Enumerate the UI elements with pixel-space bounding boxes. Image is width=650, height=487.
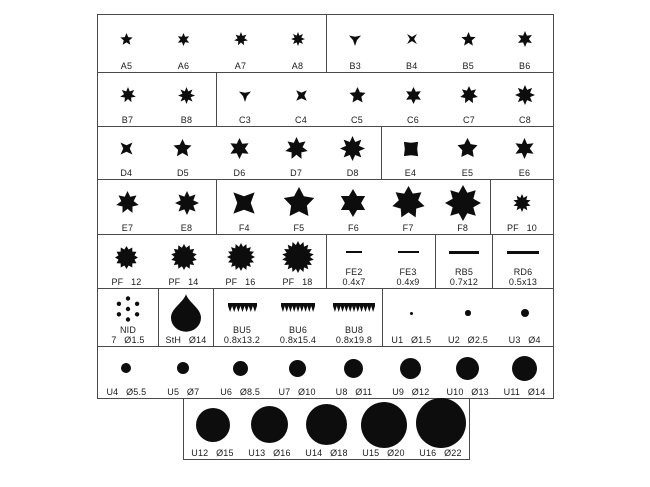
punch-item-c5	[329, 73, 385, 126]
circle-icon	[440, 291, 497, 335]
punch-label: A5	[120, 61, 133, 71]
circle-icon	[326, 349, 383, 387]
punch-label: B6	[519, 61, 531, 71]
punch-item-f8	[435, 180, 490, 234]
punch-item-b8	[157, 73, 216, 126]
punch-item-b6	[497, 15, 554, 72]
punch-label: C4	[295, 115, 307, 125]
punch-label: U14 Ø18	[305, 448, 348, 458]
punch-sub-label: 0.8x19.8	[335, 335, 373, 345]
punch-label: RD6	[513, 267, 533, 277]
punch-label: E7	[121, 223, 134, 233]
punch-label: E4	[404, 168, 417, 178]
punch-label: U2 Ø2.5	[448, 335, 488, 345]
star-icon	[491, 182, 553, 223]
punch-item-bu8	[326, 289, 382, 346]
punch-item-pf	[269, 235, 326, 288]
star-icon	[98, 75, 157, 115]
punch-item-b3	[327, 15, 384, 72]
punch-item-d7	[268, 127, 325, 179]
star-icon	[211, 129, 268, 168]
punch-sub-label: 7 Ø1.5	[111, 335, 145, 345]
punch-item-u16	[412, 399, 469, 459]
star-icon	[98, 129, 155, 168]
star-icon	[439, 129, 496, 168]
cell-r6-c2	[158, 289, 213, 346]
punch-label: U1 Ø1.5	[391, 335, 432, 345]
punch-label: PF 12	[111, 277, 142, 287]
punch-item-rd6	[493, 235, 553, 288]
cell-r5-c4	[492, 235, 553, 288]
punch-label: BU8	[344, 325, 364, 335]
punch-label: FE2	[345, 267, 363, 277]
punch-item-u10	[439, 347, 496, 398]
punch-label: U16 Ø22	[419, 448, 462, 458]
star-icon	[382, 129, 439, 168]
punch-item-d6	[211, 127, 268, 179]
cell-r5-c2	[326, 235, 435, 288]
punch-item-b5	[440, 15, 497, 72]
punch-label: F6	[348, 223, 359, 233]
row-6	[97, 288, 554, 347]
punch-label: PF 10	[506, 223, 537, 233]
cell-r5-c1	[98, 235, 326, 288]
punch-item-f7	[381, 180, 436, 234]
punch-item-pf	[98, 235, 155, 288]
punch-label: F5	[293, 223, 305, 233]
punch-label: U5 Ø7	[167, 387, 200, 397]
comb-icon	[326, 291, 382, 325]
cell-r5-c3	[435, 235, 492, 288]
punch-item-pf	[212, 235, 269, 288]
star-icon	[212, 237, 269, 277]
circle-icon	[496, 349, 553, 387]
star-icon	[384, 17, 441, 61]
cell-r6-c1	[98, 289, 158, 346]
cell-r4-c2	[216, 180, 490, 234]
cell-r4-c1	[98, 180, 216, 234]
punch-label: U12 Ø15	[191, 448, 234, 458]
punch-item-u2	[440, 289, 497, 346]
cell-r3-c1	[98, 127, 381, 179]
punch-item-c3	[217, 73, 273, 126]
punch-item-u3	[496, 289, 553, 346]
punch-item-u8	[326, 347, 383, 398]
circle-icon	[298, 401, 355, 448]
punch-label: FE3	[399, 267, 417, 277]
punch-item-a8	[269, 15, 326, 72]
star-icon	[385, 75, 441, 115]
cell-r8-c1	[184, 399, 469, 459]
punch-item-c4	[273, 73, 329, 126]
star-icon	[440, 17, 497, 61]
star-icon	[155, 237, 212, 277]
circle-icon	[383, 291, 440, 335]
punch-item-a5	[98, 15, 155, 72]
row-5	[97, 234, 554, 289]
punch-item-a6	[155, 15, 212, 72]
circle-icon	[382, 349, 439, 387]
row-8	[183, 398, 470, 460]
punch-label: D5	[176, 168, 189, 178]
punch-item-u14	[298, 399, 355, 459]
cell-r2-c1	[98, 73, 216, 126]
star-icon	[381, 182, 436, 223]
star-icon	[217, 75, 273, 115]
punch-label: RB5	[454, 267, 474, 277]
punch-item-u4	[98, 347, 155, 398]
cell-r6-c3	[213, 289, 382, 346]
punch-label: D7	[290, 168, 303, 178]
punch-label: U7 Ø10	[278, 387, 316, 397]
punch-item-u5	[155, 347, 212, 398]
circle-icon	[241, 401, 298, 448]
star-icon	[497, 17, 554, 61]
punch-item-f6	[326, 180, 381, 234]
punch-label: U11 Ø14	[503, 387, 546, 397]
punch-size-chart	[97, 14, 554, 460]
punch-item-a7	[212, 15, 269, 72]
punch-label: E8	[180, 223, 193, 233]
punch-item-pf	[491, 180, 553, 234]
punch-item-c8	[497, 73, 553, 126]
punch-item-u15	[355, 399, 412, 459]
punch-item-c7	[441, 73, 497, 126]
punch-item-u9	[382, 347, 439, 398]
punch-item-b4	[384, 15, 441, 72]
punch-item-d8	[324, 127, 381, 179]
star-icon	[273, 75, 329, 115]
punch-label: BU6	[288, 325, 308, 335]
punch-item-bu6	[270, 289, 326, 346]
punch-sub-label: 0.5x13	[508, 277, 538, 287]
row-4	[97, 179, 554, 235]
punch-item-u11	[496, 347, 553, 398]
row-1	[97, 14, 554, 73]
punch-item-nid	[98, 289, 158, 346]
punch-item-sth	[159, 289, 213, 346]
punch-item-u13	[241, 399, 298, 459]
punch-label: F4	[238, 223, 250, 233]
star-icon	[272, 182, 327, 223]
cell-r4-c3	[490, 180, 553, 234]
punch-label: U10 Ø13	[446, 387, 489, 397]
punch-sub-label: 0.7x12	[449, 277, 479, 287]
punch-label: PF 18	[282, 277, 313, 287]
punch-label: D4	[120, 168, 133, 178]
punch-item-b7	[98, 73, 157, 126]
punch-label: C5	[351, 115, 363, 125]
punch-item-e5	[439, 127, 496, 179]
punch-item-fe3	[381, 235, 435, 288]
line-icon	[327, 237, 381, 267]
star-icon	[329, 75, 385, 115]
punch-item-e8	[157, 180, 216, 234]
punch-label: U9 Ø12	[392, 387, 430, 397]
punch-label: U13 Ø16	[248, 448, 291, 458]
punch-item-rb5	[436, 235, 492, 288]
star-icon	[157, 75, 216, 115]
punch-item-u7	[269, 347, 326, 398]
punch-label: B5	[462, 61, 474, 71]
punch-label: NID	[119, 325, 137, 335]
cell-r1-c1	[98, 15, 326, 72]
punch-label: BU5	[232, 325, 252, 335]
drop-icon	[159, 291, 213, 335]
star-icon	[327, 17, 384, 61]
punch-label: B3	[349, 61, 361, 71]
circle-icon	[184, 401, 241, 448]
punch-item-bu5	[214, 289, 270, 346]
punch-item-e7	[98, 180, 157, 234]
star-icon	[157, 182, 216, 223]
punch-item-u1	[383, 289, 440, 346]
star-icon	[435, 182, 490, 223]
cell-r2-c2	[216, 73, 553, 126]
star-icon	[155, 17, 212, 61]
punch-label: B8	[180, 115, 193, 125]
punch-label: C7	[463, 115, 475, 125]
punch-label: E5	[461, 168, 474, 178]
punch-sub-label: 0.4x7	[342, 277, 366, 287]
punch-label: B7	[121, 115, 134, 125]
punch-label: U15 Ø20	[362, 448, 405, 458]
cell-r1-c2	[326, 15, 553, 72]
punch-item-pf	[155, 235, 212, 288]
punch-label: E6	[518, 168, 531, 178]
line-icon	[436, 237, 492, 267]
cell-r3-c2	[381, 127, 553, 179]
punch-label: PF 14	[168, 277, 199, 287]
star-icon	[155, 129, 212, 168]
row-7	[97, 346, 554, 399]
star-icon	[212, 17, 269, 61]
line-icon	[493, 237, 553, 267]
punch-label: C3	[239, 115, 251, 125]
punch-label: U4 Ø5.5	[106, 387, 147, 397]
punch-sub-label: 0.8x15.4	[279, 335, 317, 345]
circle-icon	[269, 349, 326, 387]
circle-icon	[496, 291, 553, 335]
star-icon	[497, 75, 553, 115]
star-icon	[269, 17, 326, 61]
punch-item-c6	[385, 73, 441, 126]
comb-icon	[214, 291, 270, 325]
punch-label: B4	[406, 61, 418, 71]
circle-icon	[212, 349, 269, 387]
star-icon	[326, 182, 381, 223]
punch-label: D8	[346, 168, 359, 178]
star-icon	[98, 182, 157, 223]
punch-label: A8	[291, 61, 304, 71]
star-icon	[98, 237, 155, 277]
punch-label: C8	[519, 115, 531, 125]
row-2	[97, 72, 554, 127]
punch-item-u6	[212, 347, 269, 398]
circle-icon	[412, 398, 469, 448]
comb-icon	[270, 291, 326, 325]
punch-item-f5	[272, 180, 327, 234]
punch-label: U8 Ø11	[335, 387, 373, 397]
punch-label: F7	[402, 223, 414, 233]
punch-label: C6	[407, 115, 419, 125]
punch-label: F8	[457, 223, 469, 233]
punch-item-u12	[184, 399, 241, 459]
punch-item-e6	[496, 127, 553, 179]
star-icon	[441, 75, 497, 115]
punch-item-f4	[217, 180, 272, 234]
dots-icon	[98, 291, 158, 325]
punch-label: StH Ø14	[165, 335, 207, 345]
cell-r7-c1	[98, 347, 553, 398]
star-icon	[217, 182, 272, 223]
star-icon	[324, 129, 381, 168]
star-icon	[268, 129, 325, 168]
punch-item-d5	[155, 127, 212, 179]
line-icon	[381, 237, 435, 267]
star-icon	[269, 237, 326, 277]
punch-sub-label: 0.4x9	[396, 277, 420, 287]
punch-label: U6 Ø8.5	[220, 387, 261, 397]
circle-icon	[155, 349, 212, 387]
punch-sub-label: 0.8x13.2	[223, 335, 261, 345]
circle-icon	[98, 349, 155, 387]
punch-label: U3 Ø4	[508, 335, 541, 345]
punch-label: D6	[233, 168, 246, 178]
punch-item-fe2	[327, 235, 381, 288]
punch-label: A6	[177, 61, 190, 71]
punch-item-e4	[382, 127, 439, 179]
star-icon	[98, 17, 155, 61]
star-icon	[496, 129, 553, 168]
punch-label: A7	[234, 61, 247, 71]
cell-r6-c4	[382, 289, 553, 346]
punch-label: PF 16	[225, 277, 256, 287]
row-3	[97, 126, 554, 180]
circle-icon	[439, 349, 496, 387]
circle-icon	[355, 401, 412, 448]
punch-item-d4	[98, 127, 155, 179]
